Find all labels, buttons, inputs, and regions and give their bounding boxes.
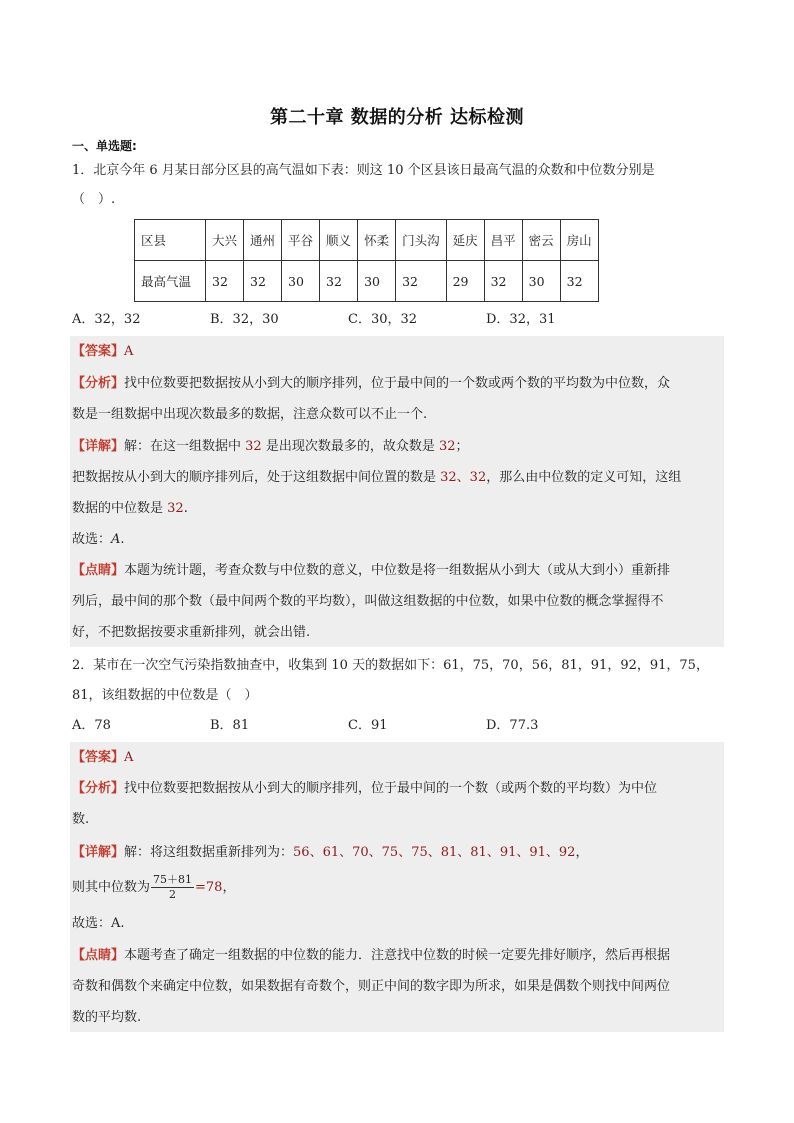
q1-stem-line1: 1．北京今年 6 月某日部分区县的高气温如下表：则这 10 个区县该日最高气温的众数和中位数分别是 [72,163,655,178]
q2-choose: 故选：A. [72,916,125,931]
detail-value: 32 [167,501,184,516]
q1-stem-line2: （ ）. [72,192,116,207]
section-label: 一、单选题: [72,139,137,153]
choose-value: A [111,532,121,547]
comment-tag: 【点睛】 [72,563,125,578]
table-cell: 32 [560,261,598,302]
analysis-text: 找中位数要把数据按从小到大的顺序排列，位于最中间的一个数或两个数的平均数为中位数，众 [124,376,671,391]
detail-text: ， [575,845,589,860]
q2-stem-line2: 81，该组数据的中位数是（ ） [72,688,258,703]
fraction-numerator: 75＋81 [153,873,193,886]
q1-analysis-line2: 数是一组数据中出现次数最多的数据，注意众数可以不止一个. [72,407,428,422]
q2-option-d: D．77.3 [486,718,539,733]
table-cell: 32 [484,261,522,302]
q1-option-b: B．32，30 [210,312,279,327]
comment-text: 本题考查了确定一组数据的中位数的能力．注意找中位数的时候一定要先排好顺序，然后再根据 [124,948,671,963]
table-cell: 昌平 [484,220,522,261]
table-cell: 顺义 [320,220,358,261]
detail-value: 32 [438,439,456,454]
q2-option-a: A．78 [72,718,111,733]
detail-tag: 【详解】 [72,439,125,454]
analysis-text: 找中位数要把数据按从小到大的顺序排列，位于最中间的一个数（或两个数的平均数）为中位 [124,781,658,796]
detail-text: 是出现次数最多的，故众数是 [261,439,439,454]
q1-comment-line2: 列后，最中间的那个数（最中间两个数的平均数），叫做这组数据的中位数，如果中位数的概念掌握得不 [72,594,664,609]
detail-text: ， [222,880,236,895]
q1-detail-line1 [72,437,469,457]
table-cell: 怀柔 [358,220,396,261]
q1-option-c: C．30，32 [348,312,418,327]
table-cell: 32 [320,261,358,302]
detail-text: 数据的中位数是 [72,501,168,516]
detail-value: 32 [245,439,262,454]
document-title: 第二十章 数据的分析 达标检测 [269,107,525,128]
table-cell: 32 [396,261,447,302]
choose-end: . [120,532,125,547]
detail-text: ，那么由中位数的定义可知，这组 [486,470,682,485]
q2-option-c: C．91 [348,718,388,733]
table-cell: 房山 [560,220,598,261]
answer-tag: 【答案】 [72,750,125,765]
detail-text: ； [455,439,469,454]
table-header-label: 区县 [135,220,206,261]
q1-answer [72,342,133,362]
table-cell: 32 [244,261,282,302]
table-cell: 30 [358,261,396,302]
analysis-tag: 【分析】 [72,376,125,391]
table-row-label: 最高气温 [135,261,206,302]
analysis-tag: 【分析】 [72,781,125,796]
q2-detail-line2 [72,870,235,906]
choose-label: 故选： [72,532,112,547]
detail-tag: 【详解】 [72,845,125,860]
q2-detail-line1 [72,843,588,863]
q2-analysis-line2: 数. [72,812,90,827]
q2-comment-line2: 奇数和偶数个来确定中位数，如果数据有奇数个，则正中间的数字即为所求，如果是偶数个则找中间两位 [72,979,671,994]
table-row-districts [135,220,599,261]
table-cell: 29 [446,261,484,302]
table-cell: 32 [206,261,244,302]
q1-detail-line2 [72,468,681,488]
fraction [151,873,194,902]
q1-option-d: D．32，31 [486,312,556,327]
answer-tag: 【答案】 [72,344,125,359]
detail-text: 把数据按从小到大的顺序排列后，处于这组数据中间位置的数是 [72,470,441,485]
temperature-table [134,219,599,302]
detail-text: . [183,501,188,516]
table-cell: 平谷 [282,220,320,261]
detail-text: 解：在这一组数据中 [124,439,246,454]
comment-tag: 【点睛】 [72,948,125,963]
q2-analysis-line1 [72,779,657,799]
table-cell: 30 [282,261,320,302]
table-cell: 30 [522,261,560,302]
table-cell: 门头沟 [396,220,447,261]
q2-option-b: B．81 [210,718,250,733]
q2-stem-line1: 2．某市在一次空气污染指数抽查中，收集到 10 天的数据如下：61，75，70，56，81，91，92，91，75， [72,658,709,673]
q2-comment-line1 [72,946,670,966]
table-cell: 通州 [244,220,282,261]
detail-value: 56、61、70、75、75、81、81、91、91、92 [293,845,576,860]
detail-value: 32、32 [440,470,487,485]
q2-answer [72,748,133,768]
comment-text: 本题为统计题，考查众数与中位数的意义，中位数是将一组数据从小到大（或从大到小）重新排 [124,563,671,578]
table-cell: 密云 [522,220,560,261]
detail-text: 解：将这组数据重新排列为： [124,845,294,860]
q1-comment-line3: 好，不把数据按要求重新排列，就会出错. [72,625,311,640]
table-cell: 大兴 [206,220,244,261]
q1-choose [72,530,125,550]
detail-text: 则其中位数为 [72,880,151,895]
detail-value: =78 [195,880,223,895]
q1-comment-line1 [72,561,670,581]
answer-value: A [124,344,134,359]
q1-option-a: A．32，32 [72,312,141,327]
q2-comment-line3: 数的平均数. [72,1010,142,1025]
answer-value: A [124,750,134,765]
q1-detail-line3 [72,499,188,519]
table-cell: 延庆 [446,220,484,261]
table-row-temps [135,261,599,302]
fraction-denominator: 2 [169,888,177,901]
q1-analysis-line1 [72,374,670,394]
